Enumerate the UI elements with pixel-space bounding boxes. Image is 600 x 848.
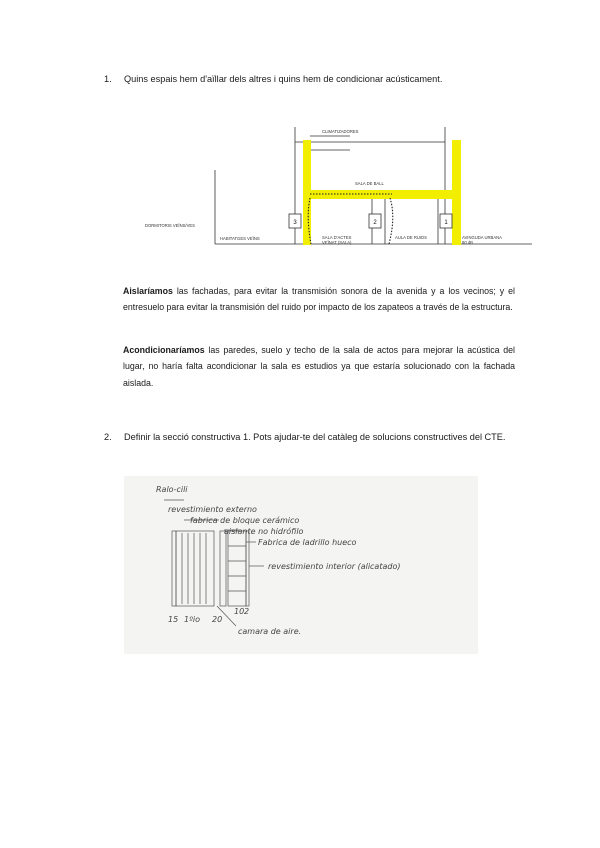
note-fabrica-bloque: fabrica de bloque cerámico bbox=[190, 516, 300, 525]
label-avinguda-sub: 80 dB bbox=[462, 240, 473, 245]
dim-20: 20 bbox=[212, 615, 223, 624]
dim-15: 15 bbox=[168, 615, 179, 624]
question-number: 1. bbox=[104, 74, 112, 84]
marker-2: 2 bbox=[373, 220, 377, 226]
paragraph-bold: Aislaríamos bbox=[123, 286, 173, 296]
label-sala-actes: SALA D'ACTES bbox=[322, 235, 352, 240]
paragraph-text: las paredes, suelo y techo de la sala de actos para mejorar la acústica del lugar, no haría falta acondicionar la sala es estudios ya que estaría solucionado con la fachada aislada. bbox=[123, 345, 515, 388]
question-text: Quins espais hem d'aïllar dels altres i quins hem de condicionar acústicament. bbox=[124, 74, 443, 84]
note-aislante: aislante no hidrófilo bbox=[224, 527, 304, 536]
note-fabrica-ladrillo: Fabrica de ladrillo hueco bbox=[258, 538, 357, 547]
sketch-title: Ralo-cili bbox=[156, 485, 188, 494]
dim-2: 2 bbox=[244, 607, 250, 616]
paragraph-aislar bbox=[123, 283, 515, 316]
acoustic-right bbox=[389, 198, 393, 244]
label-dormitoris: DORMITORIS VEÏNS/VES bbox=[145, 223, 195, 228]
section-diagram bbox=[140, 122, 532, 252]
note-revestimiento-externo: revestimiento externo bbox=[168, 505, 257, 514]
highlight-right-facade bbox=[452, 140, 461, 245]
label-climatizadores: CLIMATIZADORES bbox=[322, 129, 359, 134]
hand-sketch bbox=[124, 476, 478, 654]
marker-1: 1 bbox=[444, 220, 448, 226]
question-number: 2. bbox=[104, 432, 112, 442]
label-sala-actes-sub: VEÏNAT (SALA) bbox=[322, 240, 352, 245]
paragraph-bold: Acondicionaríamos bbox=[123, 345, 205, 355]
highlight-group bbox=[303, 140, 461, 245]
label-avinguda: AVINGUDA URBANA bbox=[462, 235, 502, 240]
question-text: Definir la secció constructiva 1. Pots ajudar-te del catàleg de solucions constructives del CTE. bbox=[124, 432, 506, 442]
note-camara-aire: camara de aire. bbox=[238, 627, 302, 636]
label-habitatges: HABITATGES VEÏNS bbox=[220, 236, 260, 241]
label-aula: AULA DE RUIDS bbox=[395, 235, 427, 240]
dim-10: 10 bbox=[234, 607, 245, 616]
paragraph-text: las fachadas, para evitar la transmisión sonora de la avenida y a los vecinos; y el entresuelo para evitar la transmisión del ruido por impacto de los zapateos a través de la estructura. bbox=[123, 286, 515, 313]
marker-3: 3 bbox=[293, 220, 297, 226]
paragraph-acondicionar bbox=[123, 342, 515, 391]
note-revestimiento-interior: revestimiento interior (alicatado) bbox=[268, 562, 401, 571]
label-sala-de-ball: SALA DE BALL bbox=[355, 181, 384, 186]
dim-1io: 1ºio bbox=[184, 615, 200, 624]
